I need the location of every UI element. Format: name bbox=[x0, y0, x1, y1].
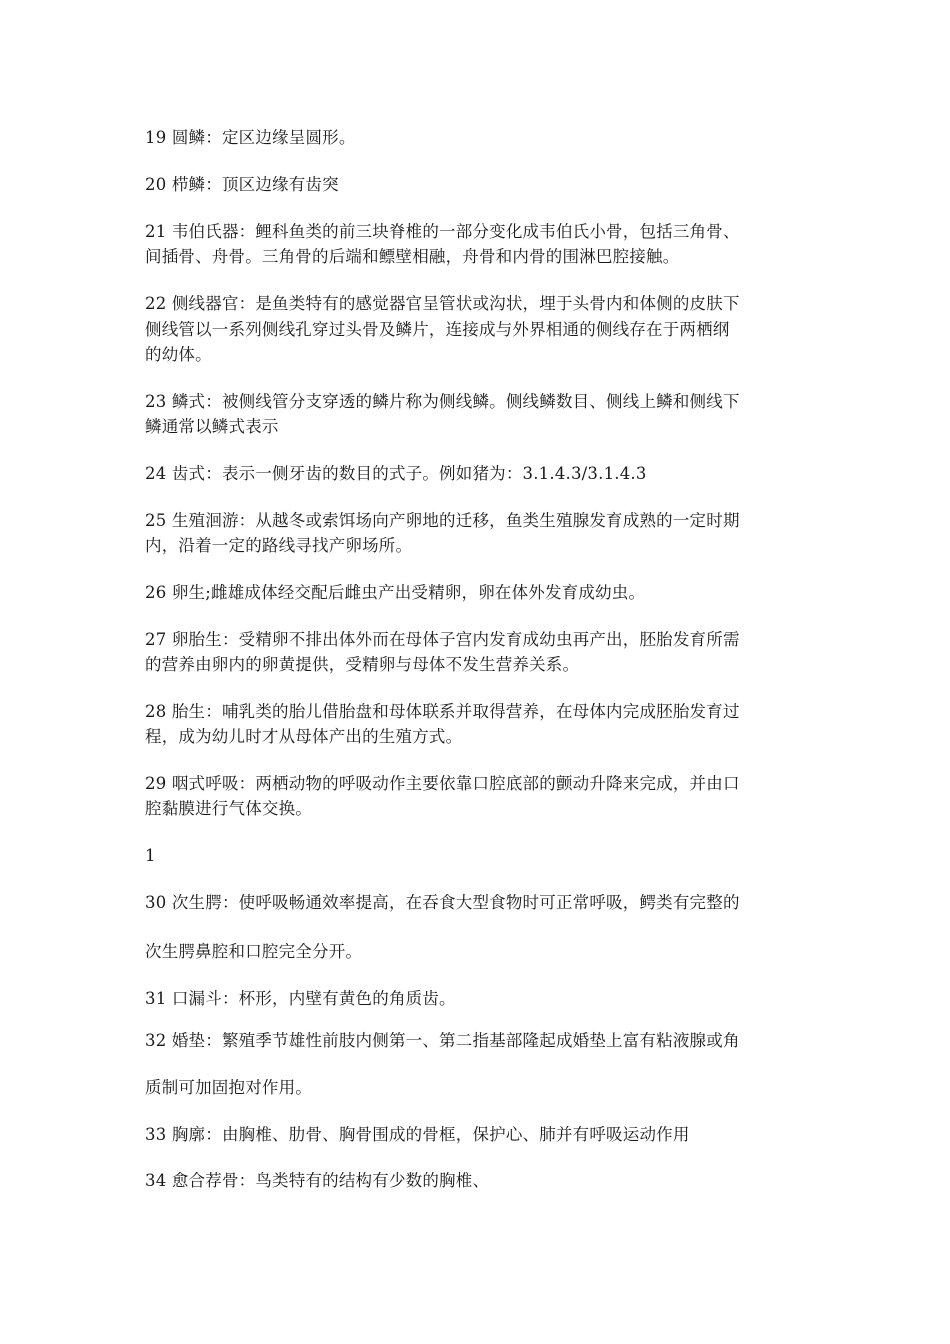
text-line: 34 愈合荐骨：鸟类特有的结构有少数的胸椎、 bbox=[145, 1171, 490, 1190]
text-line: 28 胎生：哺乳类的胎儿借胎盘和母体联系并取得营养，在母体内完成胚胎发育过 bbox=[145, 702, 740, 721]
text-line: 腔黏膜进行气体交换。 bbox=[145, 799, 312, 818]
text-line: 侧线管以一系列侧线孔穿过头骨及鳞片，连接成与外界相通的侧线存在于两栖纲 bbox=[145, 320, 730, 339]
text-line: 的幼体。 bbox=[145, 345, 212, 364]
text-line: 24 齿式：表示一侧牙齿的数目的式子。例如猪为：3.1.4.3/3.1.4.3 bbox=[145, 464, 647, 483]
text-line: 31 口漏斗：杯形，内壁有黄色的角质齿。 bbox=[145, 989, 456, 1008]
text-line: 19 圆鳞：定区边缘呈圆形。 bbox=[145, 128, 356, 147]
text-line: 33 胸廓：由胸椎、肋骨、胸骨围成的骨框，保护心、肺并有呼吸运动作用 bbox=[145, 1125, 690, 1144]
text-line: 的营养由卵内的卵黄提供，受精卵与母体不发生营养关系。 bbox=[145, 655, 580, 674]
text-line: 质制可加固抱对作用。 bbox=[145, 1078, 312, 1097]
text-line: 21 韦伯氏器：鲤科鱼类的前三块脊椎的一部分变化成韦伯氏小骨，包括三角骨、 bbox=[145, 222, 740, 241]
text-line: 程，成为幼儿时才从母体产出的生殖方式。 bbox=[145, 727, 463, 746]
page-number: 1 bbox=[145, 846, 156, 865]
text-line: 25 生殖洄游：从越冬或索饵场向产卵地的迁移，鱼类生殖腺发育成熟的一定时期 bbox=[145, 511, 740, 530]
text-line: 30 次生腭：使呼吸畅通效率提高，在吞食大型食物时可正常呼吸，鳄类有完整的 bbox=[145, 893, 740, 912]
text-line: 20 栉鳞：顶区边缘有齿突 bbox=[145, 175, 339, 194]
text-line: 29 咽式呼吸：两栖动物的呼吸动作主要依靠口腔底部的颤动升降来完成，并由口 bbox=[145, 774, 740, 793]
text-line: 26 卵生;雌雄成体经交配后雌虫产出受精卵，卵在体外发育成幼虫。 bbox=[145, 583, 646, 602]
text-line: 间插骨、舟骨。三角骨的后端和鳔壁相融，舟骨和内骨的围淋巴腔接触。 bbox=[145, 247, 680, 266]
text-line: 23 鳞式：被侧线管分支穿透的鳞片称为侧线鳞。侧线鳞数目、侧线上鳞和侧线下 bbox=[145, 392, 740, 411]
text-line: 次生腭鼻腔和口腔完全分开。 bbox=[145, 942, 363, 961]
text-line: 22 侧线器官：是鱼类特有的感觉器官呈管状或沟状，埋于头骨内和体侧的皮肤下 bbox=[145, 294, 740, 313]
text-line: 鳞通常以鳞式表示 bbox=[145, 417, 279, 436]
text-line: 内，沿着一定的路线寻找产卵场所。 bbox=[145, 536, 413, 555]
text-line: 32 婚垫：繁殖季节雄性前肢内侧第一、第二指基部隆起成婚垫上富有粘液腺或角 bbox=[145, 1031, 740, 1050]
text-line: 27 卵胎生：受精卵不排出体外而在母体子宫内发育成幼虫再产出，胚胎发育所需 bbox=[145, 630, 740, 649]
